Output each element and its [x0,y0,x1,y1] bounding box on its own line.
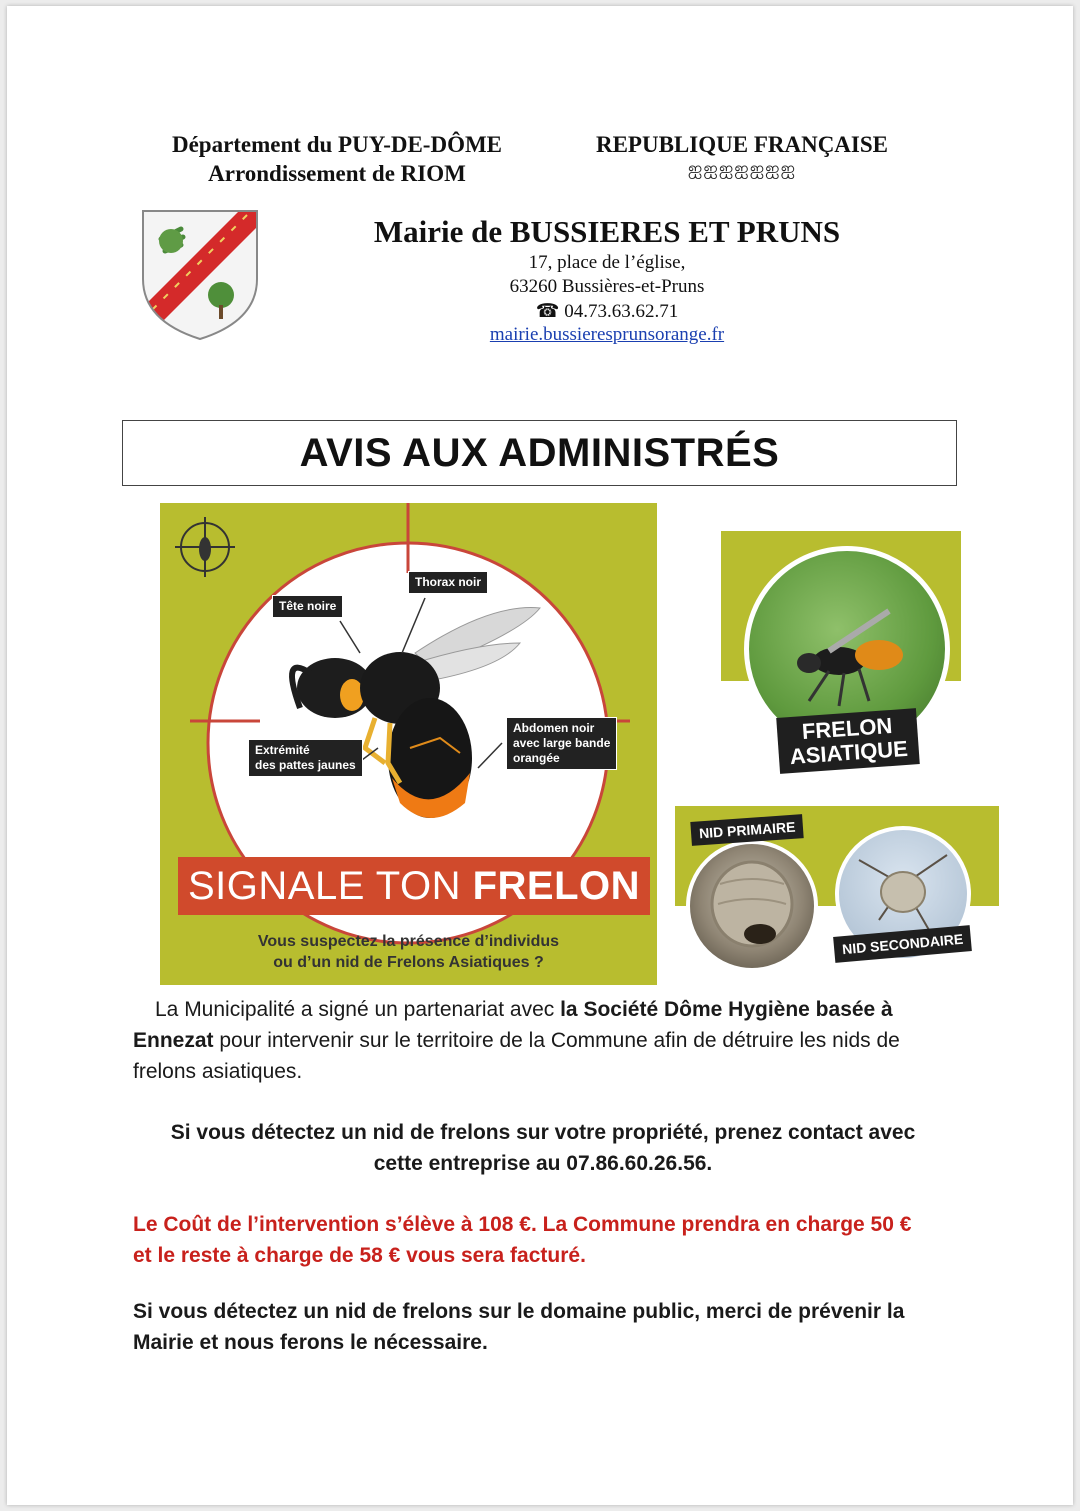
banner-light-text: SIGNALE TON [187,863,461,908]
label-pattes [248,739,363,777]
paragraph-cost [133,1209,963,1271]
poster-question-line2: ou d’un nid de Frelons Asiatiques ? [273,954,544,971]
banner-bold-text: FRELON [472,863,641,908]
label-abdomen-line1: Abdomen noir [513,721,595,735]
label-tete-noire: Tête noire [272,595,343,618]
primary-nest-photo [686,840,818,972]
paragraph-public-domain [133,1296,963,1358]
label-pattes-line1: Extrémité [255,743,310,757]
frelon-label-line2: ASIATIQUE [788,735,909,770]
republic-ornament: ஐஐஐஐஐஐஐ [687,158,797,178]
email-link[interactable]: mairie.bussieresprunsorange.fr [489,324,725,345]
address-line-1: 17, place de l’église, [528,252,686,273]
republic-heading: REPUBLIQUE FRANÇAISE [595,132,888,157]
p4-line1: Si vous détectez un nid de frelons sur le domaine public, merci de prévenir la [133,1300,905,1323]
label-abdomen-line3: orangée [513,751,560,765]
p2-line1: Si vous détectez un nid de frelons sur votre propriété, prenez contact avec [170,1121,916,1144]
p1-text-b: pour intervenir sur le territoire de la Commune afin de détruire les nids de frelons asiatiques. [133,1029,900,1083]
p4-line2: Mairie et nous ferons le nécessaire. [133,1331,488,1354]
p2-line2: cette entreprise au 07.86.60.26.56. [373,1152,713,1175]
paragraph-partnership [133,994,953,1087]
arrondissement-heading: Arrondissement de RIOM [208,161,466,186]
coat-of-arms-logo [141,209,259,341]
signal-banner [178,857,650,915]
nid-primaire-label: NID PRIMAIRE [690,814,804,846]
hornet-poster [160,503,657,985]
poster-question-line1: Vous suspectez la présence d’individus [257,933,560,950]
nid-secondaire-label: NID SECONDAIRE [833,925,972,963]
p1-text-a: La Municipalité a signé un partenariat avec [155,998,561,1021]
phone-icon: ☎ [535,301,560,322]
department-heading: Département du PUY-DE-DÔME [171,132,503,157]
poster-question [160,931,657,973]
label-thorax-noir: Thorax noir [408,571,488,594]
phone-number: 04.73.63.62.71 [564,301,679,322]
label-abdomen [506,717,617,770]
mairie-name: Mairie de BUSSIERES ET PRUNS [373,214,841,249]
address-line-2: 63260 Bussières-et-Pruns [509,276,705,297]
phone-line [447,300,767,323]
frelon-label-line1: FRELON [801,712,894,745]
page-title: AVIS AUX ADMINISTRÉS [122,420,957,486]
p3-line2: et le reste à charge de 58 € vous sera facturé. [133,1244,586,1267]
label-pattes-line2: des pattes jaunes [255,758,356,772]
label-abdomen-line2: avec large bande [513,736,611,750]
frelon-asiatique-label [776,708,920,774]
document-page [7,6,1073,1505]
paragraph-contact [133,1117,953,1179]
p3-line1: Le Coût de l’intervention s’élève à 108 €. La Commune prendra en charge 50 € [133,1213,912,1236]
p1-company: la Société Dôme Hygiène basée à Ennezat [133,998,893,1052]
